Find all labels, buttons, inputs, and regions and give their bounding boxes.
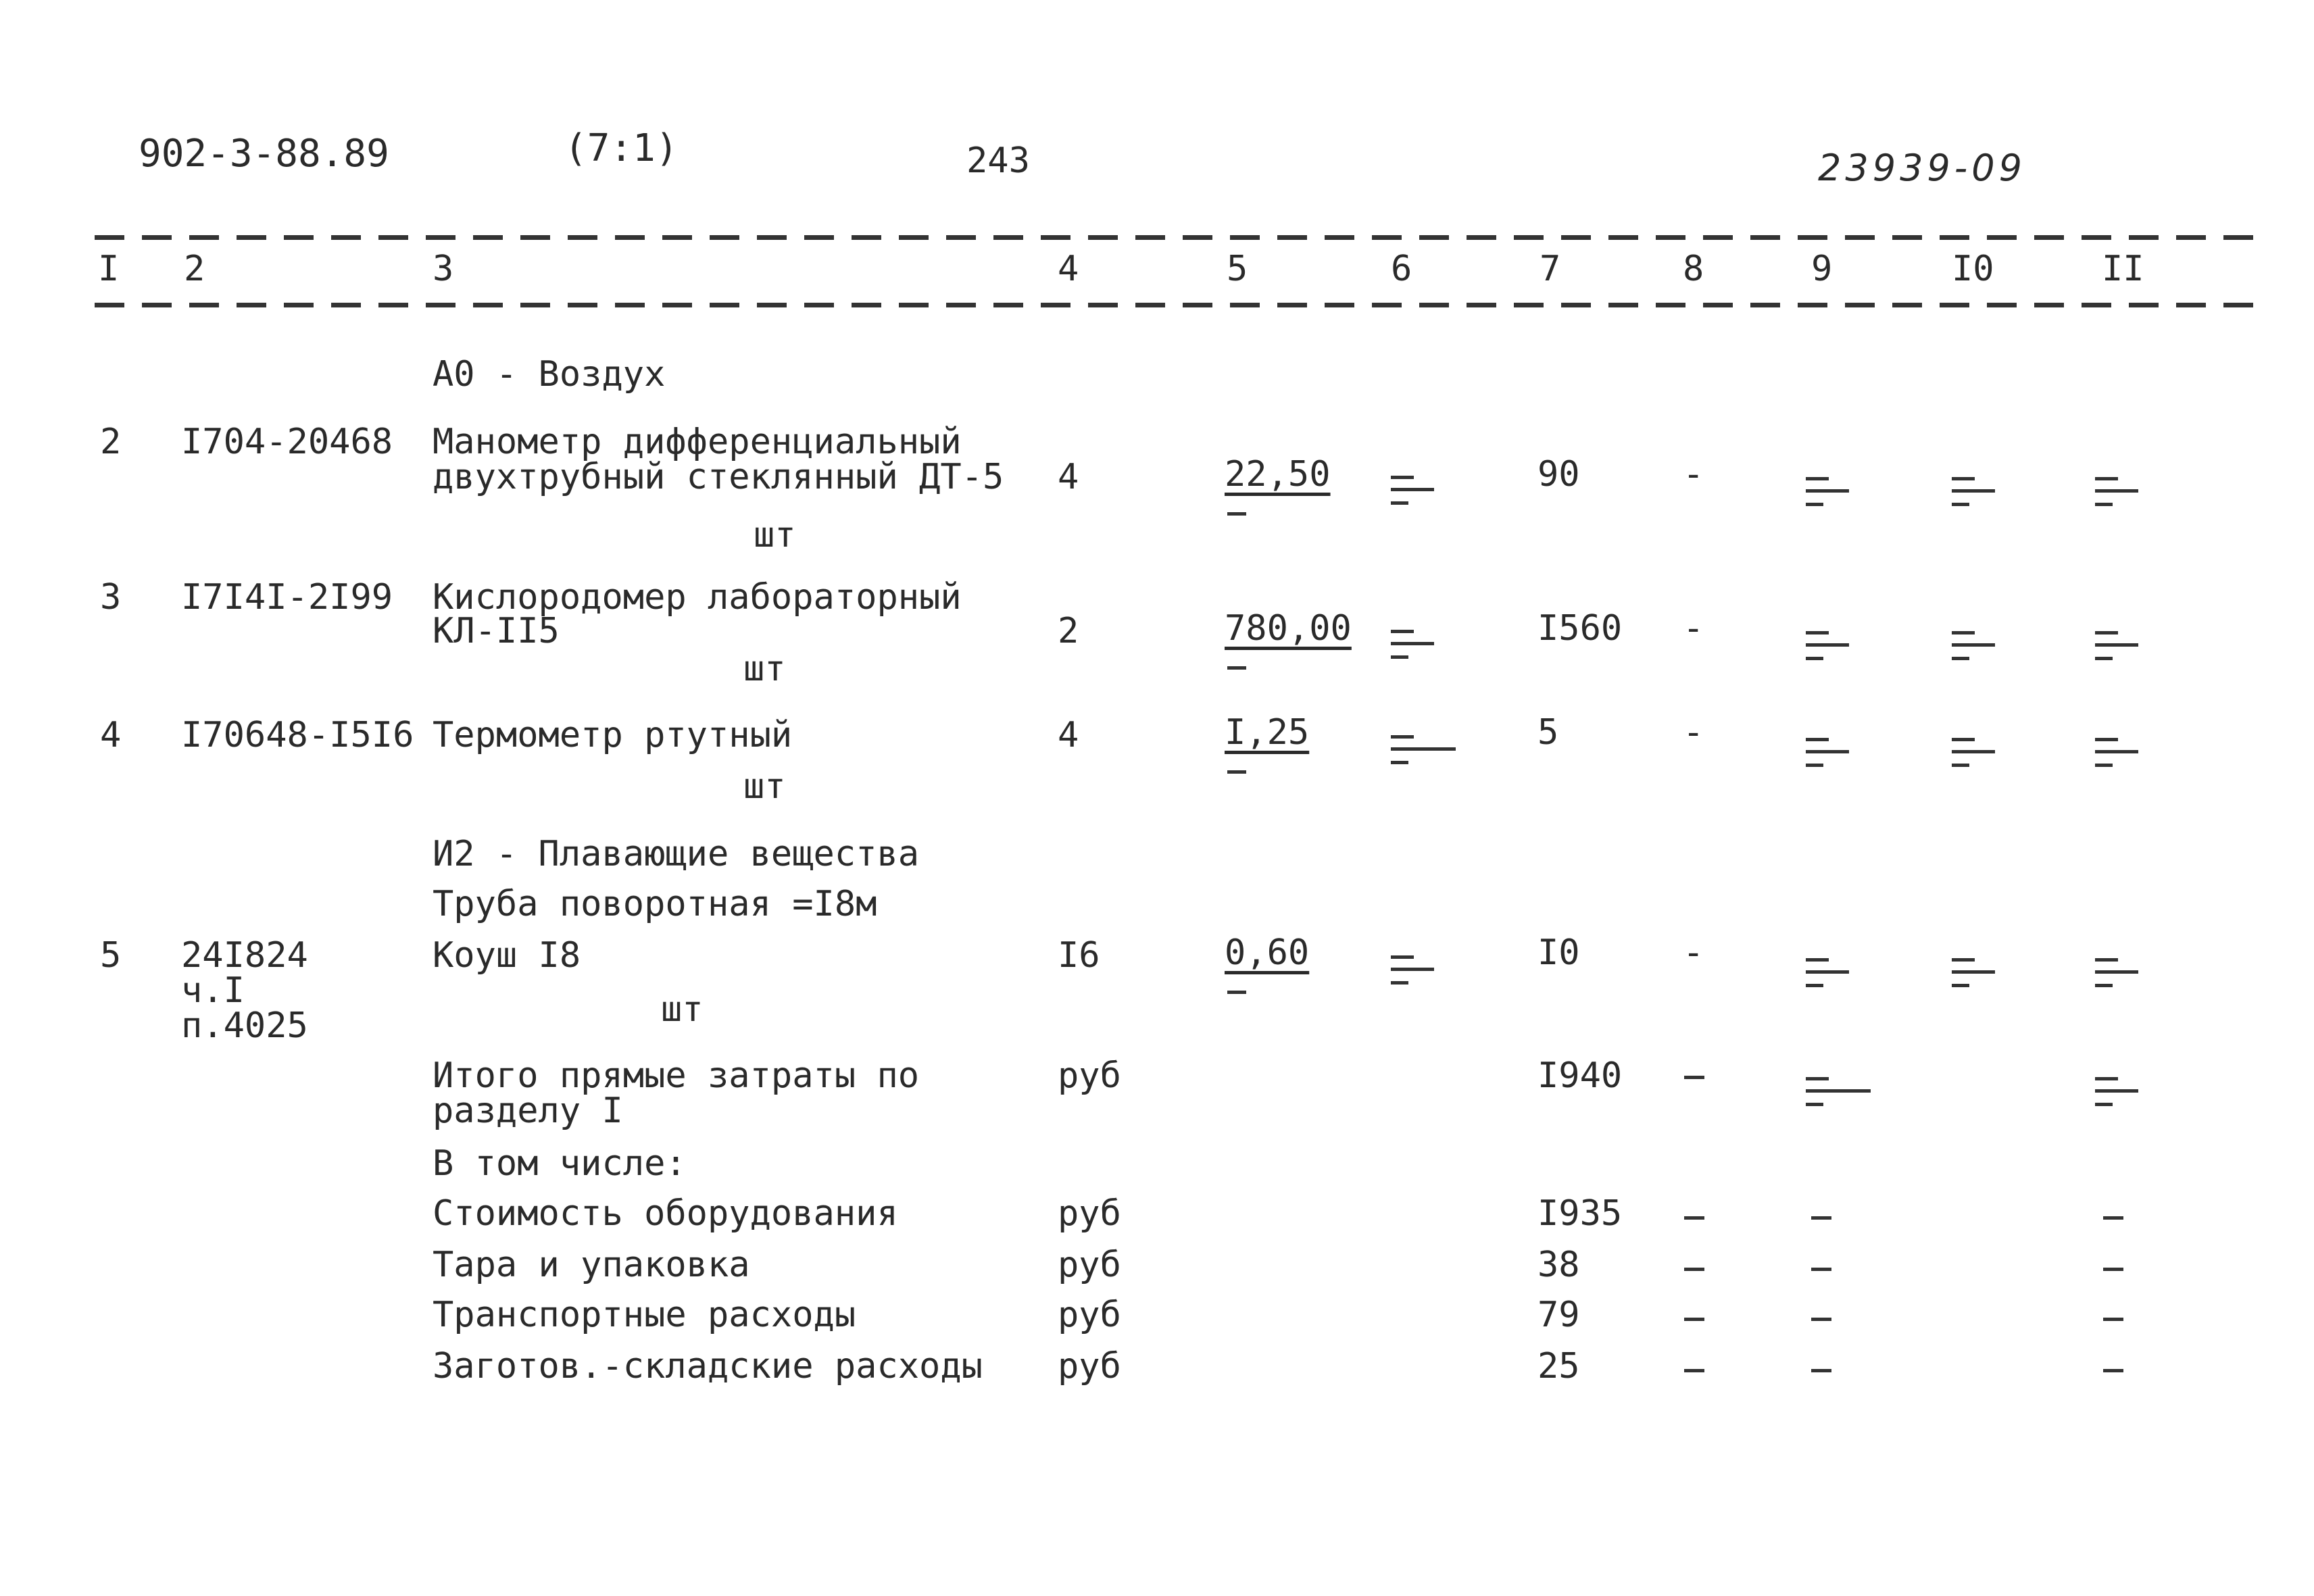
ditto-mark <box>1391 953 1434 987</box>
column-header: II <box>2102 249 2144 289</box>
breakdown-unit: руб <box>1058 1245 1121 1285</box>
direct-costs-unit: руб <box>1058 1055 1121 1096</box>
col8-dash: - <box>1683 712 1704 753</box>
dash-mark <box>1684 1369 1704 1372</box>
item-code: I704-20468 <box>181 422 393 462</box>
item-name-line1: Коуш I8 <box>433 935 581 976</box>
ditto-mark <box>1391 732 1434 766</box>
column-header: 3 <box>433 249 454 289</box>
row-number: 2 <box>100 422 122 462</box>
breakdown-total: I935 <box>1537 1193 1623 1234</box>
direct-costs-label: Итого прямые затраты по <box>433 1055 920 1096</box>
col8-dash: - <box>1683 454 1704 495</box>
ditto-mark <box>1806 955 1849 989</box>
item-price: 780,00 <box>1225 608 1352 649</box>
dash-mark <box>2103 1216 2123 1220</box>
breakdown-total: 79 <box>1537 1295 1580 1335</box>
dash-mark <box>1684 1076 1704 1079</box>
item-name-line2: двухтрубный стеклянный ДТ-5 <box>433 457 1004 497</box>
ditto-mark <box>1806 735 1849 769</box>
ditto-mark <box>2095 1074 2138 1108</box>
dash-mark <box>1811 1216 1831 1220</box>
sheet-ref: (7:1) <box>564 126 679 170</box>
breakdown-unit: руб <box>1058 1295 1121 1335</box>
item-unit: шт <box>661 989 704 1030</box>
dash-mark <box>2103 1318 2123 1321</box>
item-total: I560 <box>1537 608 1623 649</box>
breakdown-label: Тара и упаковка <box>433 1245 750 1285</box>
item-price: 22,50 <box>1225 454 1331 495</box>
ditto-mark <box>1952 628 1995 662</box>
item-unit: шт <box>743 766 786 807</box>
breakdown-total: 25 <box>1537 1346 1580 1387</box>
dash-mark <box>1684 1318 1704 1321</box>
ditto-mark <box>2095 955 2138 989</box>
breakdown-label: Транспортные расходы <box>433 1295 856 1335</box>
ditto-dash <box>1227 512 1246 516</box>
table-header-rule <box>95 303 2257 307</box>
ditto-mark <box>1952 474 1995 508</box>
item-total: 90 <box>1537 454 1580 495</box>
item-code: I7I4I-2I99 <box>181 577 393 618</box>
ditto-mark <box>1952 735 1995 769</box>
dash-mark <box>1684 1216 1704 1220</box>
item-total: 5 <box>1537 712 1559 753</box>
breakdown-label: Заготов.-складские расходы <box>433 1346 983 1387</box>
col8-dash: - <box>1683 608 1704 649</box>
column-header: 8 <box>1683 249 1704 289</box>
dash-mark <box>1811 1369 1831 1372</box>
dash-mark <box>2103 1369 2123 1372</box>
dash-mark <box>2103 1268 2123 1271</box>
breakdown-label: Стоимость оборудования <box>433 1193 898 1234</box>
row-number: 5 <box>100 935 122 976</box>
item-unit: шт <box>754 515 796 555</box>
ditto-mark <box>2095 474 2138 508</box>
inventory-number: 23939-09 <box>1818 147 2026 189</box>
section-title: А0 - Воздух <box>433 354 666 395</box>
including-label: В том числе: <box>433 1143 687 1184</box>
ditto-mark <box>1806 1074 1849 1108</box>
dash-mark <box>1811 1318 1831 1321</box>
ditto-mark <box>1806 628 1849 662</box>
doc-number: 902-3-88.89 <box>139 132 389 176</box>
column-header: 9 <box>1811 249 1833 289</box>
item-name-line1: Термометр ртутный <box>433 715 793 755</box>
item-code-paragraph: п.4025 <box>181 1005 308 1046</box>
dash-mark <box>1684 1268 1704 1271</box>
ditto-mark <box>2095 735 2138 769</box>
column-header: I0 <box>1952 249 1994 289</box>
item-code-part: ч.I <box>181 970 245 1011</box>
column-header: 4 <box>1058 249 1079 289</box>
ditto-mark <box>1952 955 1995 989</box>
column-header: 6 <box>1391 249 1412 289</box>
direct-costs-total: I940 <box>1537 1055 1623 1096</box>
item-name-line1: Кислородомер лабораторный <box>433 577 962 618</box>
item-qty: 2 <box>1058 611 1079 651</box>
item-name-line2: КЛ-II5 <box>433 611 560 651</box>
page-number: 243 <box>966 141 1030 181</box>
column-header: I <box>98 249 120 289</box>
item-total: I0 <box>1537 932 1580 973</box>
column-header: 2 <box>184 249 205 289</box>
breakdown-total: 38 <box>1537 1245 1580 1285</box>
item-code: 24I824 <box>181 935 308 976</box>
ditto-mark <box>1391 473 1434 507</box>
row-number: 3 <box>100 577 122 618</box>
table-top-rule <box>95 235 2257 240</box>
item-name-line1: Манометр дифференциальный <box>433 422 962 462</box>
ditto-mark <box>1806 474 1849 508</box>
ditto-dash <box>1227 666 1246 670</box>
col8-dash: - <box>1683 932 1704 973</box>
item-code: I70648-I5I6 <box>181 715 414 755</box>
ditto-dash <box>1227 770 1246 774</box>
breakdown-unit: руб <box>1058 1346 1121 1387</box>
ditto-dash <box>1227 991 1246 994</box>
section-title: И2 - Плавающие вещества <box>433 834 920 874</box>
item-price: 0,60 <box>1225 932 1310 973</box>
column-header: 5 <box>1227 249 1248 289</box>
item-price: I,25 <box>1225 712 1310 753</box>
direct-costs-label-line2: разделу I <box>433 1091 623 1131</box>
item-unit: шт <box>743 649 786 689</box>
ditto-mark <box>2095 628 2138 662</box>
item-qty: I6 <box>1058 935 1100 976</box>
ditto-mark <box>1391 627 1434 661</box>
row-number: 4 <box>100 715 122 755</box>
column-header: 7 <box>1540 249 1561 289</box>
item-qty: 4 <box>1058 715 1079 755</box>
dash-mark <box>1811 1268 1831 1271</box>
item-qty: 4 <box>1058 457 1079 497</box>
item-name-pre: Труба поворотная =I8м <box>433 884 877 924</box>
breakdown-unit: руб <box>1058 1193 1121 1234</box>
